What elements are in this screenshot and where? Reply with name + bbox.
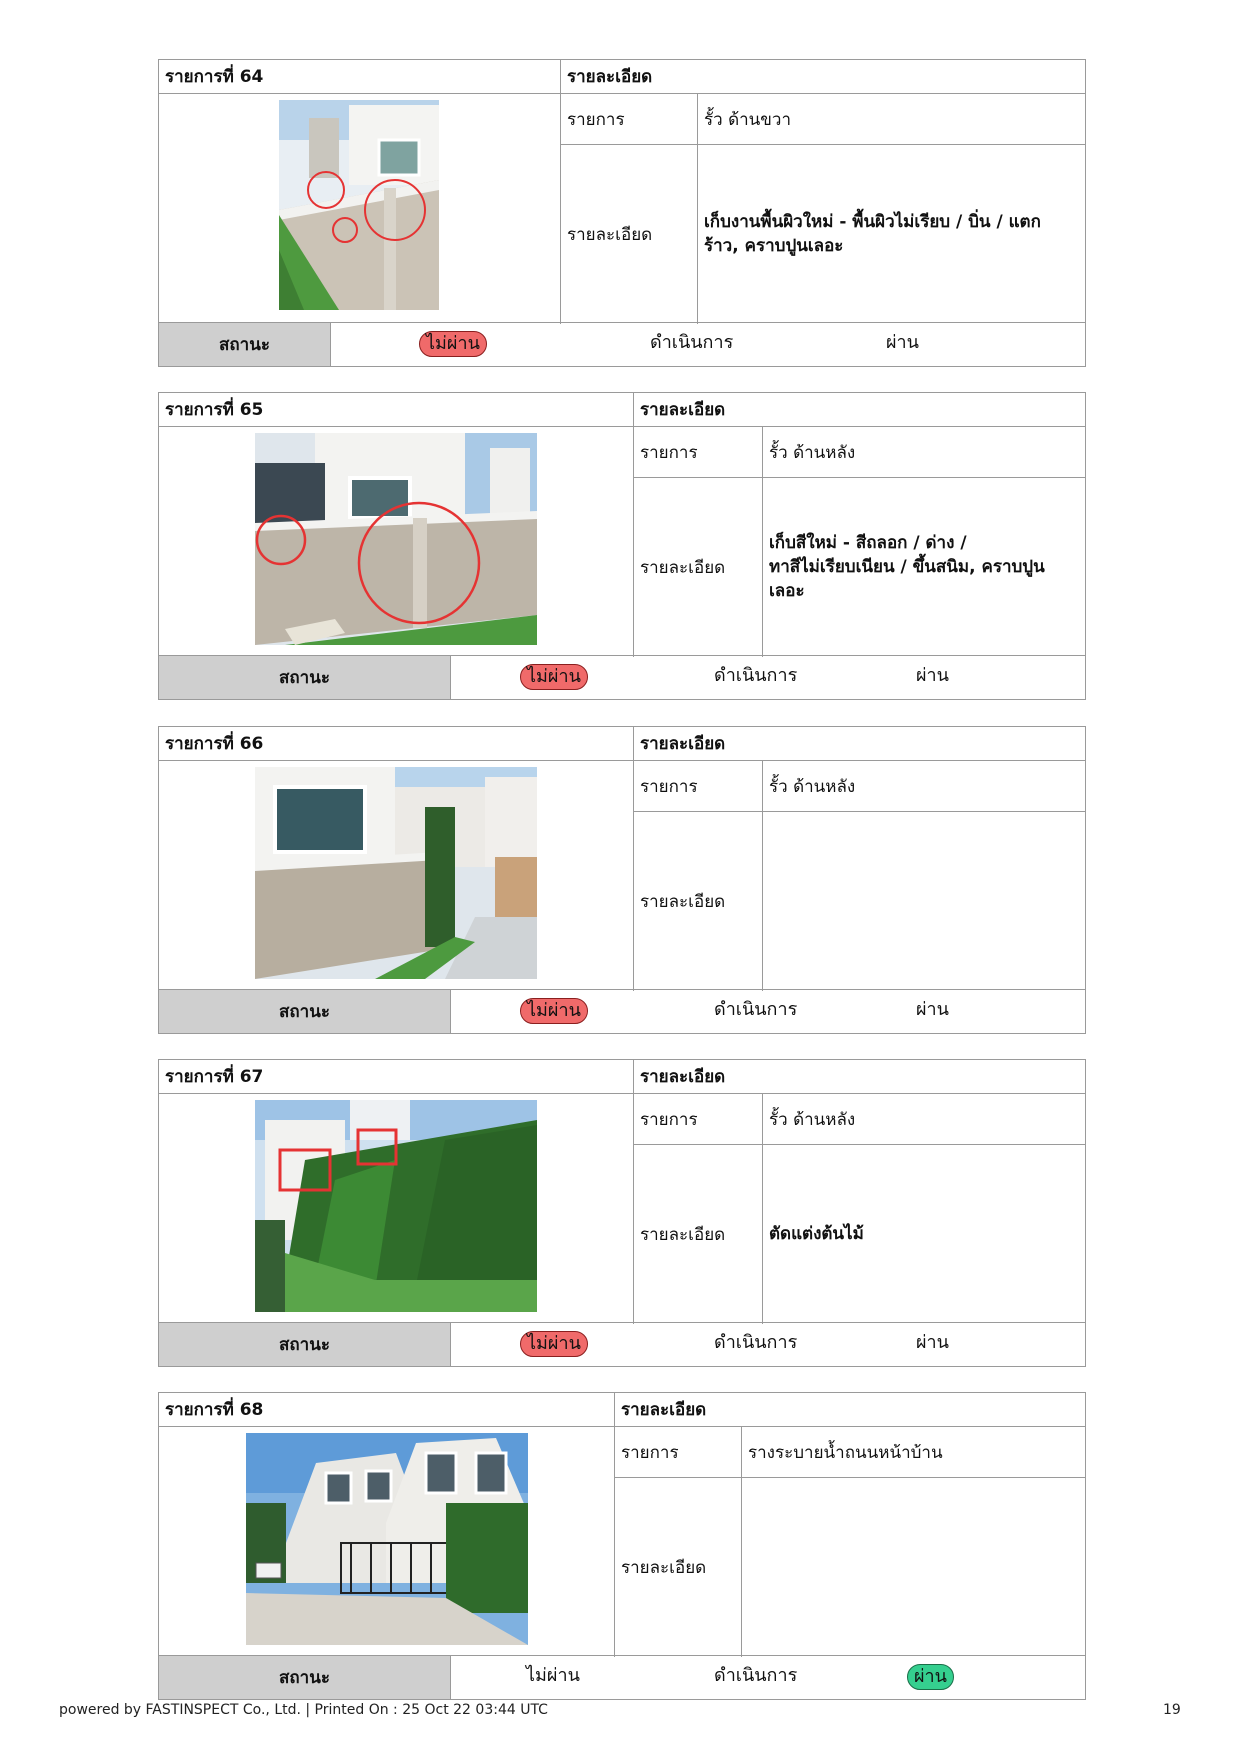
detail-label: รายละเอียด — [561, 144, 698, 324]
status-label: สถานะ — [159, 323, 331, 366]
status-fail-option[interactable]: ไม่ผ่าน — [520, 1331, 588, 1357]
item-label: รายการ — [634, 427, 763, 477]
status-pass-option[interactable]: ผ่าน — [916, 999, 949, 1020]
status-row — [159, 322, 1085, 366]
status-pass-option[interactable]: ผ่าน — [886, 332, 919, 353]
detail-value: เก็บงานพื้นผิวใหม่ - พื้นผิวไม่เรียบ / บิ่น / แตกร้าว, คราบปูนเลอะ — [704, 212, 1041, 256]
record-number: รายการที่ 64 — [159, 60, 561, 94]
detail-label: รายละเอียด — [634, 477, 763, 657]
status-fail-option[interactable]: ไม่ผ่าน — [520, 998, 588, 1024]
detail-header: รายละเอียด — [634, 727, 1085, 761]
footer-text: powered by FASTINSPECT Co., Ltd. | Printed On : 25 Oct 22 03:44 UTC — [59, 1702, 548, 1718]
record-photo[interactable] — [255, 767, 537, 979]
detail-line-2: ทาสีไม่เรียบเนียน / ขึ้นสนิม, คราบปูนเลอะ — [769, 557, 1045, 601]
record-photo[interactable] — [279, 100, 439, 310]
item-label: รายการ — [615, 1427, 742, 1477]
item-label: รายการ — [634, 761, 763, 811]
item-value: รั้ว ด้านขวา — [704, 109, 792, 130]
record-photo[interactable] — [246, 1433, 528, 1645]
status-row — [159, 1322, 1085, 1366]
status-row — [159, 655, 1085, 699]
status-fail-option[interactable]: ไม่ผ่าน — [526, 1665, 580, 1686]
status-in-progress-option[interactable]: ดำเนินการ — [650, 332, 734, 353]
status-label: สถานะ — [159, 990, 451, 1033]
item-value: รั้ว ด้านหลัง — [769, 1109, 856, 1130]
record-card-67 — [158, 1059, 1086, 1367]
detail-header: รายละเอียด — [615, 1393, 1085, 1427]
detail-value — [763, 811, 1085, 991]
record-number: รายการที่ 66 — [159, 727, 634, 761]
status-fail-option[interactable]: ไม่ผ่าน — [520, 664, 588, 690]
status-pass-option[interactable]: ผ่าน — [907, 1664, 954, 1690]
record-card-64 — [158, 59, 1086, 367]
status-pass-option[interactable]: ผ่าน — [916, 665, 949, 686]
status-label: สถานะ — [159, 656, 451, 699]
record-photo[interactable] — [255, 1100, 537, 1312]
detail-header: รายละเอียด — [634, 393, 1085, 427]
status-label: สถานะ — [159, 1656, 451, 1699]
record-photo[interactable] — [255, 433, 537, 645]
status-row — [159, 989, 1085, 1033]
photo-cell — [159, 427, 634, 657]
item-value: รั้ว ด้านหลัง — [769, 442, 856, 463]
record-card-65 — [158, 392, 1086, 700]
item-value: รั้ว ด้านหลัง — [769, 776, 856, 797]
detail-label: รายละเอียด — [634, 1144, 763, 1324]
page-number: 19 — [1163, 1702, 1181, 1718]
status-in-progress-option[interactable]: ดำเนินการ — [714, 1665, 798, 1686]
photo-cell — [159, 1427, 615, 1657]
record-number: รายการที่ 68 — [159, 1393, 615, 1427]
status-in-progress-option[interactable]: ดำเนินการ — [714, 665, 798, 686]
detail-header: รายละเอียด — [561, 60, 1085, 94]
record-number: รายการที่ 67 — [159, 1060, 634, 1094]
status-in-progress-option[interactable]: ดำเนินการ — [714, 1332, 798, 1353]
detail-line-1: เก็บสีใหม่ - สีถลอก / ด่าง / — [769, 533, 967, 553]
status-in-progress-option[interactable]: ดำเนินการ — [714, 999, 798, 1020]
detail-label: รายละเอียด — [615, 1477, 742, 1657]
record-card-66 — [158, 726, 1086, 1034]
status-row — [159, 1655, 1085, 1699]
detail-value — [742, 1477, 1085, 1657]
status-label: สถานะ — [159, 1323, 451, 1366]
record-card-68 — [158, 1392, 1086, 1700]
detail-value — [763, 477, 1085, 657]
item-label: รายการ — [561, 94, 698, 144]
status-pass-option[interactable]: ผ่าน — [916, 1332, 949, 1353]
record-number: รายการที่ 65 — [159, 393, 634, 427]
item-label: รายการ — [634, 1094, 763, 1144]
detail-header: รายละเอียด — [634, 1060, 1085, 1094]
detail-value: ตัดแต่งต้นไม้ — [769, 1224, 864, 1244]
photo-cell — [159, 761, 634, 991]
photo-cell — [159, 1094, 634, 1324]
status-fail-option[interactable]: ไม่ผ่าน — [419, 331, 487, 357]
item-value: รางระบายน้ำถนนหน้าบ้าน — [748, 1442, 943, 1463]
detail-label: รายละเอียด — [634, 811, 763, 991]
photo-cell — [159, 94, 561, 324]
